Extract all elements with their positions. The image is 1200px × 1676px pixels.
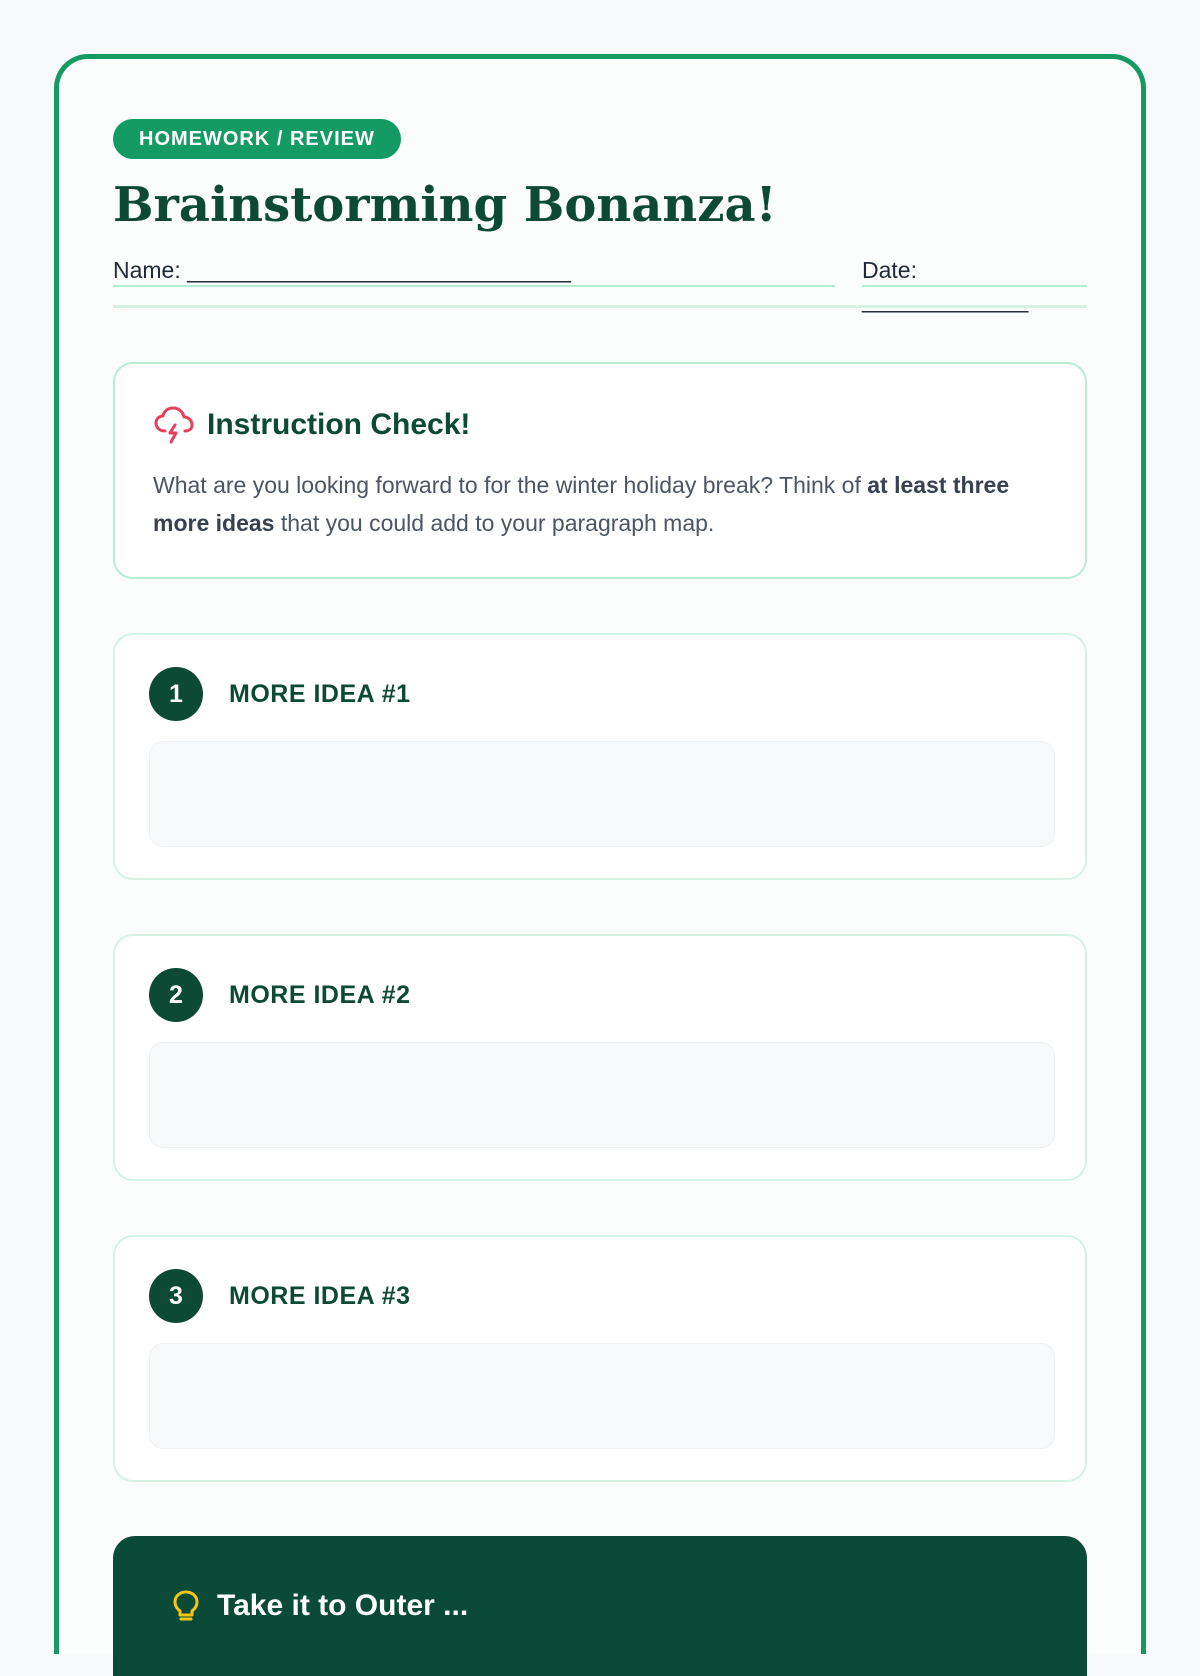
instruction-text-start: What are you looking forward to for the winter holiday break? Think of (153, 472, 868, 498)
idea-answer-box-2[interactable] (149, 1042, 1055, 1148)
idea-card-1 (113, 633, 1087, 880)
instruction-header (153, 404, 1047, 446)
instruction-text (153, 466, 1047, 542)
name-field[interactable]: Name: ______________________________ (113, 255, 835, 287)
idea-card-2 (113, 934, 1087, 1181)
storm-cloud-icon (153, 404, 195, 446)
idea-header (149, 968, 1051, 1022)
next-section-title: Take it to Outer ... (217, 1589, 469, 1622)
instruction-text-emphasis: at least three more ideas (153, 472, 1010, 536)
instruction-title: Instruction Check! (207, 408, 471, 441)
idea-number-badge: 3 (149, 1269, 203, 1323)
lightbulb-icon (169, 1589, 203, 1623)
instruction-box (113, 362, 1087, 579)
idea-number-badge: 2 (149, 968, 203, 1022)
name-date-row (113, 255, 1087, 315)
idea-header (149, 667, 1051, 721)
idea-header (149, 1269, 1051, 1323)
idea-answer-box-3[interactable] (149, 1343, 1055, 1449)
worksheet-content (113, 119, 1087, 1676)
page-title: Brainstorming Bonanza! (113, 177, 777, 233)
idea-label: MORE IDEA #3 (229, 1281, 411, 1310)
idea-number-badge: 1 (149, 667, 203, 721)
worksheet-card (54, 54, 1146, 1654)
instruction-text-end: that you could add to your paragraph map. (274, 510, 715, 536)
date-field[interactable]: Date: _____________ (862, 255, 1087, 287)
next-section-card (113, 1536, 1087, 1676)
idea-answer-box-1[interactable] (149, 741, 1055, 847)
idea-card-3 (113, 1235, 1087, 1482)
idea-label: MORE IDEA #1 (229, 679, 411, 708)
category-badge: HOMEWORK / REVIEW (113, 119, 401, 159)
idea-label: MORE IDEA #2 (229, 980, 411, 1009)
